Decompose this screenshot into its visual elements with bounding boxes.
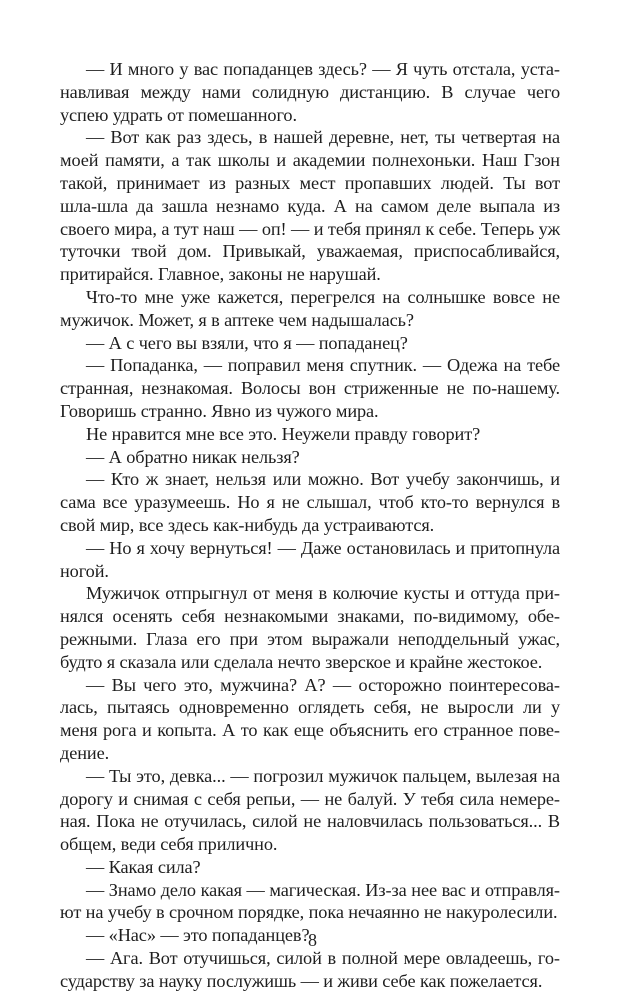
paragraph: — Вы чего это, мужчина? А? — осторожно поинтересовалась, пытаясь одновременно оглядеть себя, не выросли ли у меня рога и копыта. А то как еще объяснить его странное поведение. <box>60 674 560 763</box>
paragraph: — Ты это, девка... — погрозил мужичок пальцем, вылезая на дорогу и снимая с себя репьи, — не балуй. У тебя сила немереная. Пока не отучилась, силой не наловчилась пользоваться... В общем, веди себя прилично. <box>60 765 560 855</box>
paragraph: — Знамо дело какая — магическая. Из-за нее вас и отправляют на учебу в срочном порядке, пока нечаянно не накуролесили. <box>60 879 560 923</box>
paragraph: Что-то мне уже кажется, перегрелся на солнышке вовсе не мужичок. Может, я в аптеке чем надышалась? <box>60 286 560 330</box>
paragraph: — Ага. Вот отучишься, силой в полной мере овладеешь, государству за науку послужишь — и живи себе как пожелается. <box>60 948 560 991</box>
paragraph: Мужичок отпрыгнул от меня в колючие кусты и оттуда принялся осенять себя незнакомыми знаками, по-видимому, обережными. Глаза его при этом выражали неподдельный ужас, будто я сказала или сделала нечто зверское и крайне жестокое. <box>60 583 560 672</box>
paragraph: — Кто ж знает, нельзя или можно. Вот учебу закончишь, и сама все уразумеешь. Но я не слышал, чтоб кто-то вернулся в свой мир, все здесь как-нибудь да устраиваются. <box>60 469 560 535</box>
paragraph: — Попаданка, — поправил меня спутник. — Одежа на тебе странная, незнакомая. Волосы вон стриженные не по-нашему. Говоришь странно. Явно из чужого мира. <box>60 355 560 421</box>
paragraph: — Какая сила? <box>86 856 201 877</box>
paragraph: — «Нас» — это попаданцев? <box>86 925 310 946</box>
paragraph: — А обратно никак нельзя? <box>86 446 300 467</box>
paragraph: Не нравится мне все это. Неужели правду говорит? <box>86 423 481 444</box>
paragraph: — А с чего вы взяли, что я — попаданец? <box>86 332 408 353</box>
page-number: 8 <box>308 930 317 950</box>
page-text-block <box>60 58 560 993</box>
paragraph: — Вот как раз здесь, в нашей деревне, нет, ты четвертая на моей памяти, а так школы и академии полнехоньки. Наш Гзон такой, принимает из разных мест пропавших людей. Ты вот шла-шла да зашла незнамо куда. А на самом деле выпала из своего мира, а тут наш — оп! — и тебя принял к себе. Теперь уж туточки твой дом. Привыкай, уважаемая, приспосабливайся, притирайся. Главное, законы не нарушай. <box>60 127 560 285</box>
paragraph: — И много у вас попаданцев здесь? — Я чуть отстала, устанавливая между нами солидную дистанцию. В случае чего успею удрать от помешанного. <box>60 59 560 125</box>
paragraph: — Но я хочу вернуться! — Даже остановилась и притопнула ногой. <box>60 537 560 581</box>
